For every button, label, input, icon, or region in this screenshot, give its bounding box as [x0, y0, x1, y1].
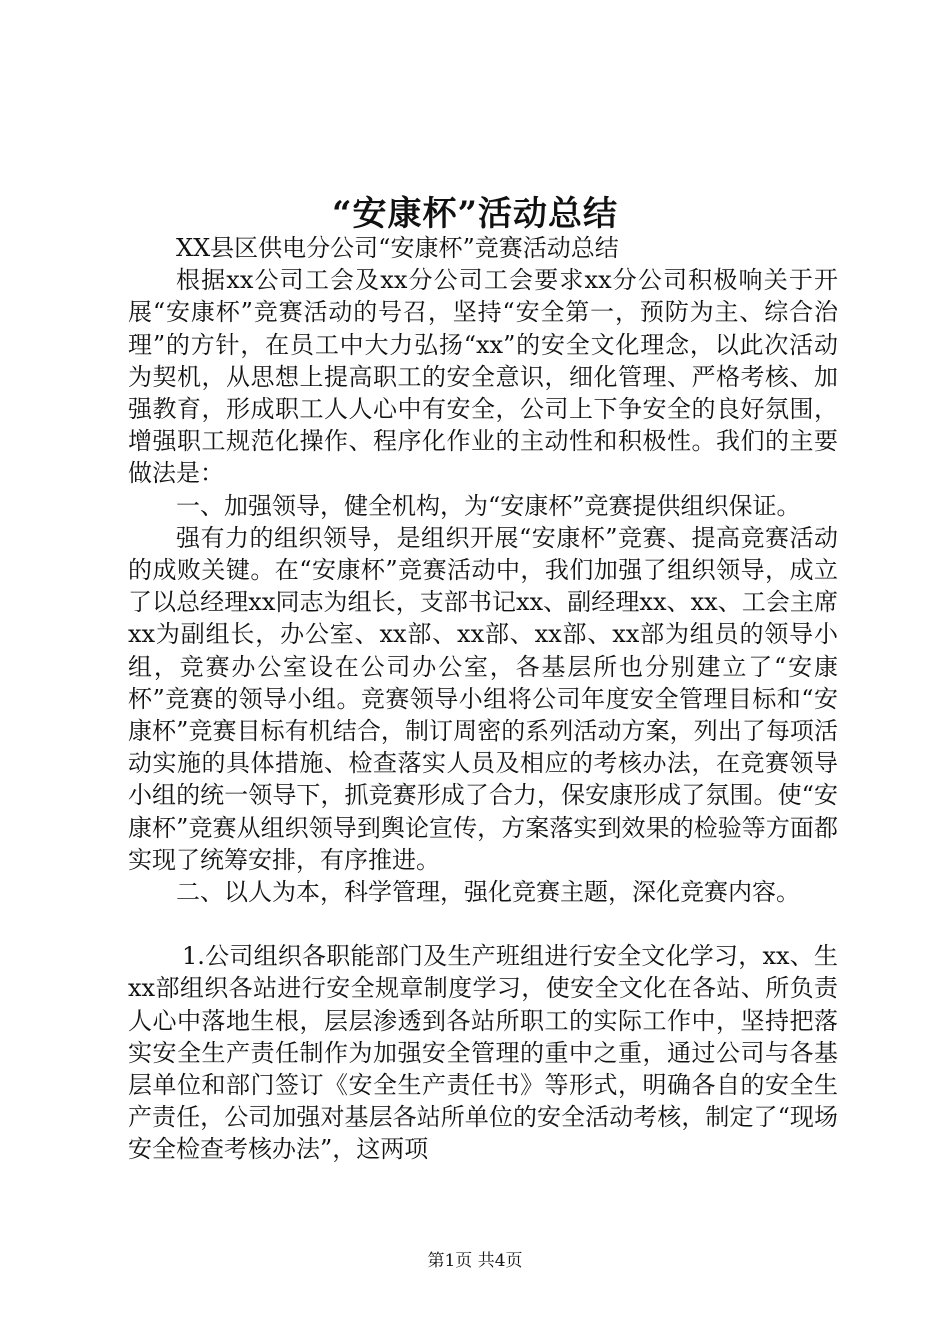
body-paragraph: 根据xx公司工会及xx分公司工会要求xx分公司积极响关于开展“安康杯”竞赛活动的号召，坚持“安全第一，预防为主、综合治理”的方针，在员工中大力弘扬“xx”的安全文化理念，以此次活动为契机，从思想上提高职工的安全意识，细化管理、严格考核、加强教育，形成职工人人心中有安全，公司上下争安全的良好氛围，增强职工规范化操作、程序化作业的主动性和积极性。我们的主要做法是： — [128, 266, 838, 488]
section-heading: 一、加强领导，健全机构，为“安康杯”竞赛提供组织保证。 — [176, 491, 801, 520]
numbered-paragraph: 1.公司组织各职能部门及生产班组进行安全文化学习，xx、生xx部组织各站进行安全规章制度学习，使安全文化在各站、所负责人心中落地生根，层层渗透到各站所职工的实际工作中，坚持把落实安全生产责任制作为加强安全管理的重中之重，通过公司与各基层单位和部门签订《安全生产责任书》等形式，明确各自的安全生产责任，公司加强对基层各站所单位的安全活动考核，制定了“现场安全检查考核办法”，这两项 — [128, 942, 838, 1164]
document-body — [128, 232, 838, 1166]
page-footer: 第1页 共4页 — [427, 1251, 523, 1271]
document-title: “安康杯”活动总结 — [331, 194, 619, 234]
section-heading: 二、以人为本，科学管理，强化竞赛主题，深化竞赛内容。 — [176, 878, 800, 907]
body-paragraph: 强有力的组织领导，是组织开展“安康杯”竞赛、提高竞赛活动的成败关键。在“安康杯”竞赛活动中，我们加强了组织领导，成立了以总经理xx同志为组长，支部书记xx、副经理xx、xx、工会主席xx为副组长，办公室、xx部、xx部、xx部、xx部为组员的领导小组，竞赛办公室设在公司办公室，各基层所也分别建立了“安康杯”竞赛的领导小组。竞赛领导小组将公司年度安全管理目标和“安康杯”竞赛目标有机结合，制订周密的系列活动方案，列出了每项活动实施的具体措施、检查落实人员及相应的考核办法，在竞赛领导小组的统一领导下，抓竞赛形成了合力，保安康形成了氛围。使“安康杯”竞赛从组织领导到舆论宣传，方案落实到效果的检验等方面都实现了统筹安排，有序推进。 — [128, 523, 838, 874]
subtitle-paragraph: XX县区供电分公司“安康杯”竞赛活动总结 — [176, 234, 619, 262]
